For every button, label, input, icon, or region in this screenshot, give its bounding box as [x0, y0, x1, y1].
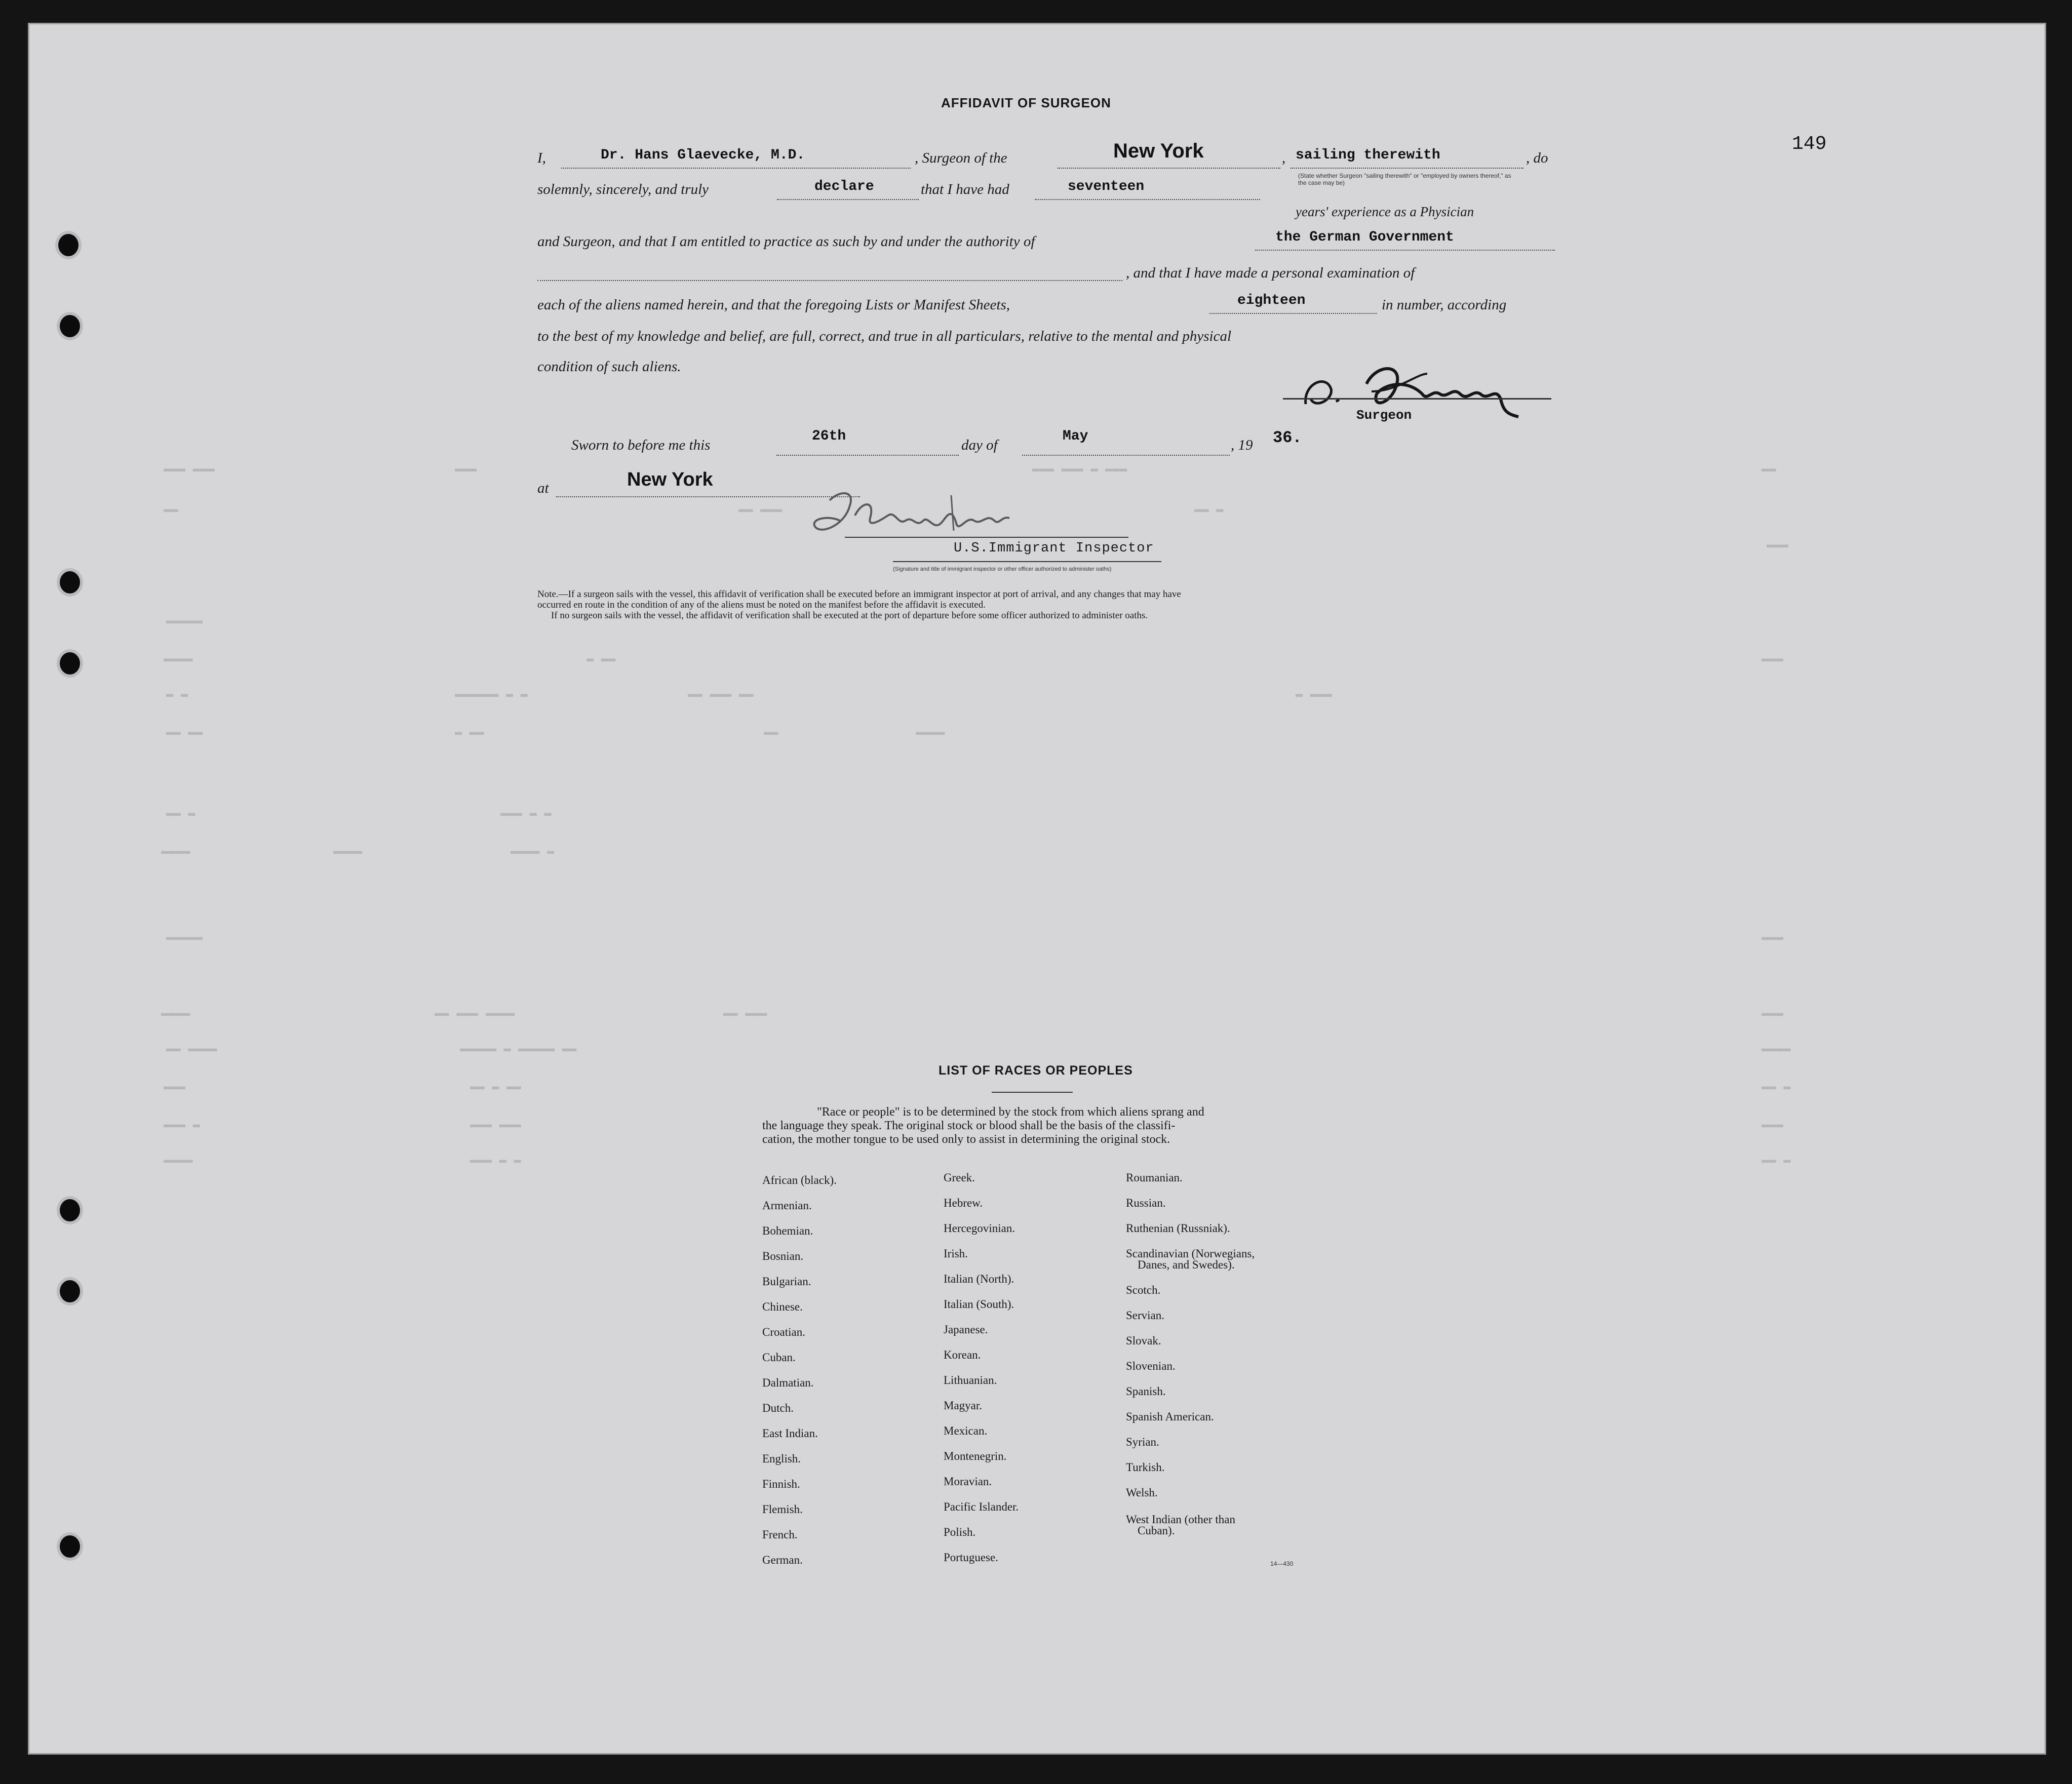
race-item: German.: [762, 1554, 803, 1566]
race-item: Spanish.: [1126, 1385, 1166, 1398]
inspector-note: (Signature and title of immigrant inspector or other officer authorized to administer oaths): [893, 566, 1112, 572]
day-field-line: [776, 455, 959, 456]
line1-prefix: I,: [537, 150, 546, 166]
race-item: Japanese.: [944, 1323, 988, 1336]
race-item: Magyar.: [944, 1399, 983, 1412]
years-experience: seventeen: [1068, 179, 1145, 194]
inspector-label: U.S.Immigrant Inspector: [954, 541, 1154, 556]
sworn-prefix: Sworn to before me this: [571, 437, 711, 453]
race-item: Pacific Islander.: [944, 1500, 1019, 1513]
race-item: Danes, and Swedes).: [1138, 1258, 1235, 1271]
name-field-line: [561, 168, 911, 169]
surgeon-role: sailing therewith: [1296, 147, 1440, 163]
race-item: East Indian.: [762, 1427, 818, 1440]
race-item: Bulgarian.: [762, 1275, 811, 1288]
race-item: Hercegovinian.: [944, 1222, 1015, 1235]
race-item: Finnish.: [762, 1478, 800, 1490]
line5-prefix: each of the aliens named herein, and that the foregoing Lists or Manifest Sheets,: [537, 297, 1010, 313]
race-item: Mexican.: [944, 1424, 988, 1437]
line6: to the best of my knowledge and belief, are full, correct, and true in all particulars, relative to the mental and physical: [537, 328, 1232, 344]
authority: the German Government: [1275, 229, 1454, 245]
page-number: 149: [1792, 133, 1827, 155]
sworn-day-label: day of: [961, 437, 998, 453]
race-item: Syrian.: [1126, 1436, 1159, 1448]
race-item: Italian (South).: [944, 1298, 1014, 1311]
surgeon-signature-line: [1283, 398, 1551, 400]
races-intro-3: cation, the mother tongue to be used only to assist in determining the original stock.: [762, 1133, 1170, 1146]
races-title: LIST OF RACES OR PEOPLES: [939, 1063, 1133, 1078]
race-item: Spanish American.: [1126, 1410, 1214, 1423]
affidavit-title: AFFIDAVIT OF SURGEON: [941, 95, 1111, 110]
form-number: 14—430: [1270, 1560, 1294, 1567]
line1-comma: ,: [1282, 150, 1286, 166]
race-item: Irish.: [944, 1247, 968, 1260]
races-title-rule: [992, 1092, 1073, 1093]
ship-field-line: [1058, 168, 1280, 169]
race-item: Dutch.: [762, 1402, 794, 1414]
race-item: Bosnian.: [762, 1250, 804, 1262]
race-item: African (black).: [762, 1174, 837, 1186]
race-item: Slovak.: [1126, 1334, 1161, 1347]
surgeon-signature-image: [1296, 343, 1559, 434]
race-item: Armenian.: [762, 1199, 812, 1212]
race-item: Korean.: [944, 1349, 981, 1361]
race-item: Hebrew.: [944, 1197, 983, 1209]
race-item: Italian (North).: [944, 1273, 1014, 1285]
years-field-line: [1035, 199, 1260, 200]
binder-hole: [58, 234, 79, 256]
race-item: English.: [762, 1452, 801, 1465]
race-item: Turkish.: [1126, 1461, 1165, 1474]
race-item: Ruthenian (Russniak).: [1126, 1222, 1230, 1235]
line5-suffix: in number, according: [1382, 297, 1507, 313]
line2-prefix: solemnly, sincerely, and truly: [537, 181, 709, 197]
at-prefix: at: [537, 480, 549, 496]
surgeon-name: Dr. Hans Glaevecke, M.D.: [601, 147, 805, 163]
line1-mid: , Surgeon of the: [915, 150, 1007, 166]
line4-suffix: , and that I have made a personal examination of: [1126, 265, 1415, 281]
binder-hole: [60, 1280, 80, 1302]
role-note: (State whether Surgeon "sailing therewith" or "employed by owners thereof," as the case may be): [1298, 172, 1511, 186]
binder-hole: [60, 315, 80, 337]
sheet-count: eighteen: [1237, 293, 1306, 308]
note-line-3: If no surgeon sails with the vessel, the affidavit of verification shall be executed at the port of departure before some officer authorized to administer oaths.: [551, 610, 1148, 621]
race-item: Flemish.: [762, 1503, 803, 1516]
line3-prefix: and Surgeon, and that I am entitled to practice as such by and under the authority of: [537, 233, 1035, 250]
inspector-signature-line: [845, 537, 1128, 538]
note-line-1: Note.—If a surgeon sails with the vessel, this affidavit of verification shall be executed before an immigrant inspector at port of arrival, and any changes that may have: [537, 589, 1181, 600]
declare-verb: declare: [814, 179, 874, 194]
sworn-year: 36.: [1273, 428, 1302, 447]
at-place: New York: [627, 469, 713, 490]
line2-mid: that I have had: [921, 181, 1009, 197]
race-item: Portuguese.: [944, 1551, 998, 1564]
line2-suffix: years' experience as a Physician: [1296, 204, 1474, 219]
race-item: Lithuanian.: [944, 1374, 997, 1386]
race-item: Croatian.: [762, 1326, 805, 1338]
race-item: Montenegrin.: [944, 1450, 1007, 1462]
authority-field-line: [1255, 250, 1555, 251]
race-item: Slovenian.: [1126, 1360, 1176, 1372]
race-item: Greek.: [944, 1171, 975, 1184]
surgeon-label: Surgeon: [1356, 408, 1412, 423]
ship-name: New York: [1113, 140, 1204, 162]
sworn-day: 26th: [812, 428, 846, 444]
race-item: Bohemian.: [762, 1224, 813, 1237]
race-item: Russian.: [1126, 1197, 1166, 1209]
race-item: Scandinavian (Norwegians,: [1126, 1247, 1255, 1260]
inspector-label-underline: [893, 561, 1161, 562]
note-line-2: occurred en route in the condition of any of the aliens must be noted on the manifest before the affidavit is executed.: [537, 600, 986, 610]
race-item: Dalmatian.: [762, 1376, 814, 1389]
race-item: Polish.: [944, 1526, 976, 1538]
race-item: Moravian.: [944, 1475, 992, 1488]
manifest-sheet: ▬▬▬ ▬▬▬ ▬▬▬ ▬▬▬ ▬▬▬ ▬ ▬▬▬ ▬▬ ▬▬ ▬▬ ▬▬▬ ▬▬ ▬ ▬▬▬ ▬▬▬▬▬ ▬▬▬▬ ▬ ▬▬ ▬▬▬ ▬ ▬ ▬▬▬▬▬▬ ▬ ▬ ▬▬ ▬▬▬ ▬▬ ▬ ▬▬▬ ▬▬ ▬▬ ▬ ▬▬ ▬▬ ▬▬▬▬ ▬▬ ▬ ▬▬▬ ▬ ▬ ▬▬▬▬ ▬▬▬▬ ▬▬▬▬ ▬ ▬▬▬▬▬ ▬▬▬ ▬▬▬▬ ▬▬ ▬▬▬ ▬▬▬▬ ▬▬ ▬▬▬ ▬▬▬ ▬▬ ▬▬▬▬ ▬▬▬▬▬ ▬ ▬▬▬▬▬ ▬▬ ▬▬▬▬ ▬▬▬ ▬▬ ▬ ▬▬ ▬▬ ▬ ▬▬▬ ▬ ▬▬▬ ▬▬▬ ▬▬▬ ▬▬▬▬ ▬▬▬ ▬ ▬ ▬▬ ▬ 149 AFFIDAVIT OF SURGEON I, Dr. Hans Glaevecke, M.D. , Surgeon of the New York , sailing therewith , do (State whether Surgeon "sailing therewith" or "employed by owners thereof," as the case may be) solemnly, sincerely, and truly declare that I have had seventeen years' experience as a Physician and Surgeon, and that I am entitled to practice as such by and under the authority of the German Government , and that I have made a personal examination of each of the aliens named herein, and that the foregoing Lists or Manifest Sheets, eighteen in number, according to the best of my knowledge and belief, are full, correct, and true in all particulars, relative to the mental and physical condition of such aliens. Surgeon Sworn to before me this 26th day of May , 19 36. at New York U.S.Immigrant Inspector (Signature and title of immigrant inspector or other officer authorized to administer oaths) Note.—If a surgeon sails with the vessel, this affidavit of verification shall be executed before an immigrant inspector at port of arrival, and any changes that may have occurred en route in the condition of any of the aliens must be noted on the manifest before the affidavit is executed. If no surgeon sails with the vessel, the affidavit of verification shall be executed at the port of departure before some officer authorized to administer oaths. LIST OF RACES OR PEOPLES "Race or people" is to be determined by the stock from which aliens sprang and the language they speak. The original stock or blood shall be the basis of the classifi- cation, the mother tongue to be used only to assist in determining the original stock. African (black). Armenian. Bohemian. Bosnian. Bulgarian. Chinese. Croatian. Cuban. Dalmatian. Dutch. East Indian. English. Finnish. Flemish. French. German. Greek. Hebrew. Hercegovinian. Irish. Italian (North). Italian (South). Japanese. Korean. Lithuanian. Magyar. Mexican. Montenegrin. Moravian. Pacific Islander. Polish. Portuguese. Roumanian. Russian. Ruthenian (Russniak). Scandinavian (Norwegians, Danes, and Swedes). Scotch. Servian. Slovak. Slovenian. Spanish. Spanish American. Syrian. Turkish. Welsh. West Indian (other than Cuban). 14—430: [28, 23, 2046, 1755]
binder-hole: [60, 652, 80, 675]
race-item: French.: [762, 1528, 798, 1541]
line7: condition of such aliens.: [537, 359, 681, 375]
race-item: Chinese.: [762, 1300, 803, 1313]
binder-hole: [60, 1535, 80, 1558]
race-item: Welsh.: [1126, 1486, 1158, 1499]
role-field-line: [1291, 168, 1523, 169]
race-item: Cuban.: [762, 1351, 796, 1364]
blank-field-line: [537, 280, 1122, 281]
verb-field-line: [777, 199, 919, 200]
binder-hole: [60, 1199, 80, 1221]
binder-hole: [60, 571, 80, 593]
race-item: Scotch.: [1126, 1284, 1161, 1296]
races-intro-2: the language they speak. The original stock or blood shall be the basis of the classifi-: [762, 1119, 1176, 1132]
count-field-line: [1209, 313, 1377, 314]
sworn-month: May: [1063, 428, 1088, 444]
race-item: Servian.: [1126, 1309, 1165, 1322]
race-item: Cuban).: [1138, 1524, 1175, 1537]
month-field-line: [1022, 455, 1230, 456]
race-item: West Indian (other than: [1126, 1513, 1235, 1526]
line1-suffix: , do: [1526, 150, 1548, 166]
races-intro-1: "Race or people" is to be determined by the stock from which aliens sprang and: [817, 1105, 1204, 1119]
sworn-year-prefix: , 19: [1231, 437, 1253, 453]
race-item: Roumanian.: [1126, 1171, 1183, 1184]
